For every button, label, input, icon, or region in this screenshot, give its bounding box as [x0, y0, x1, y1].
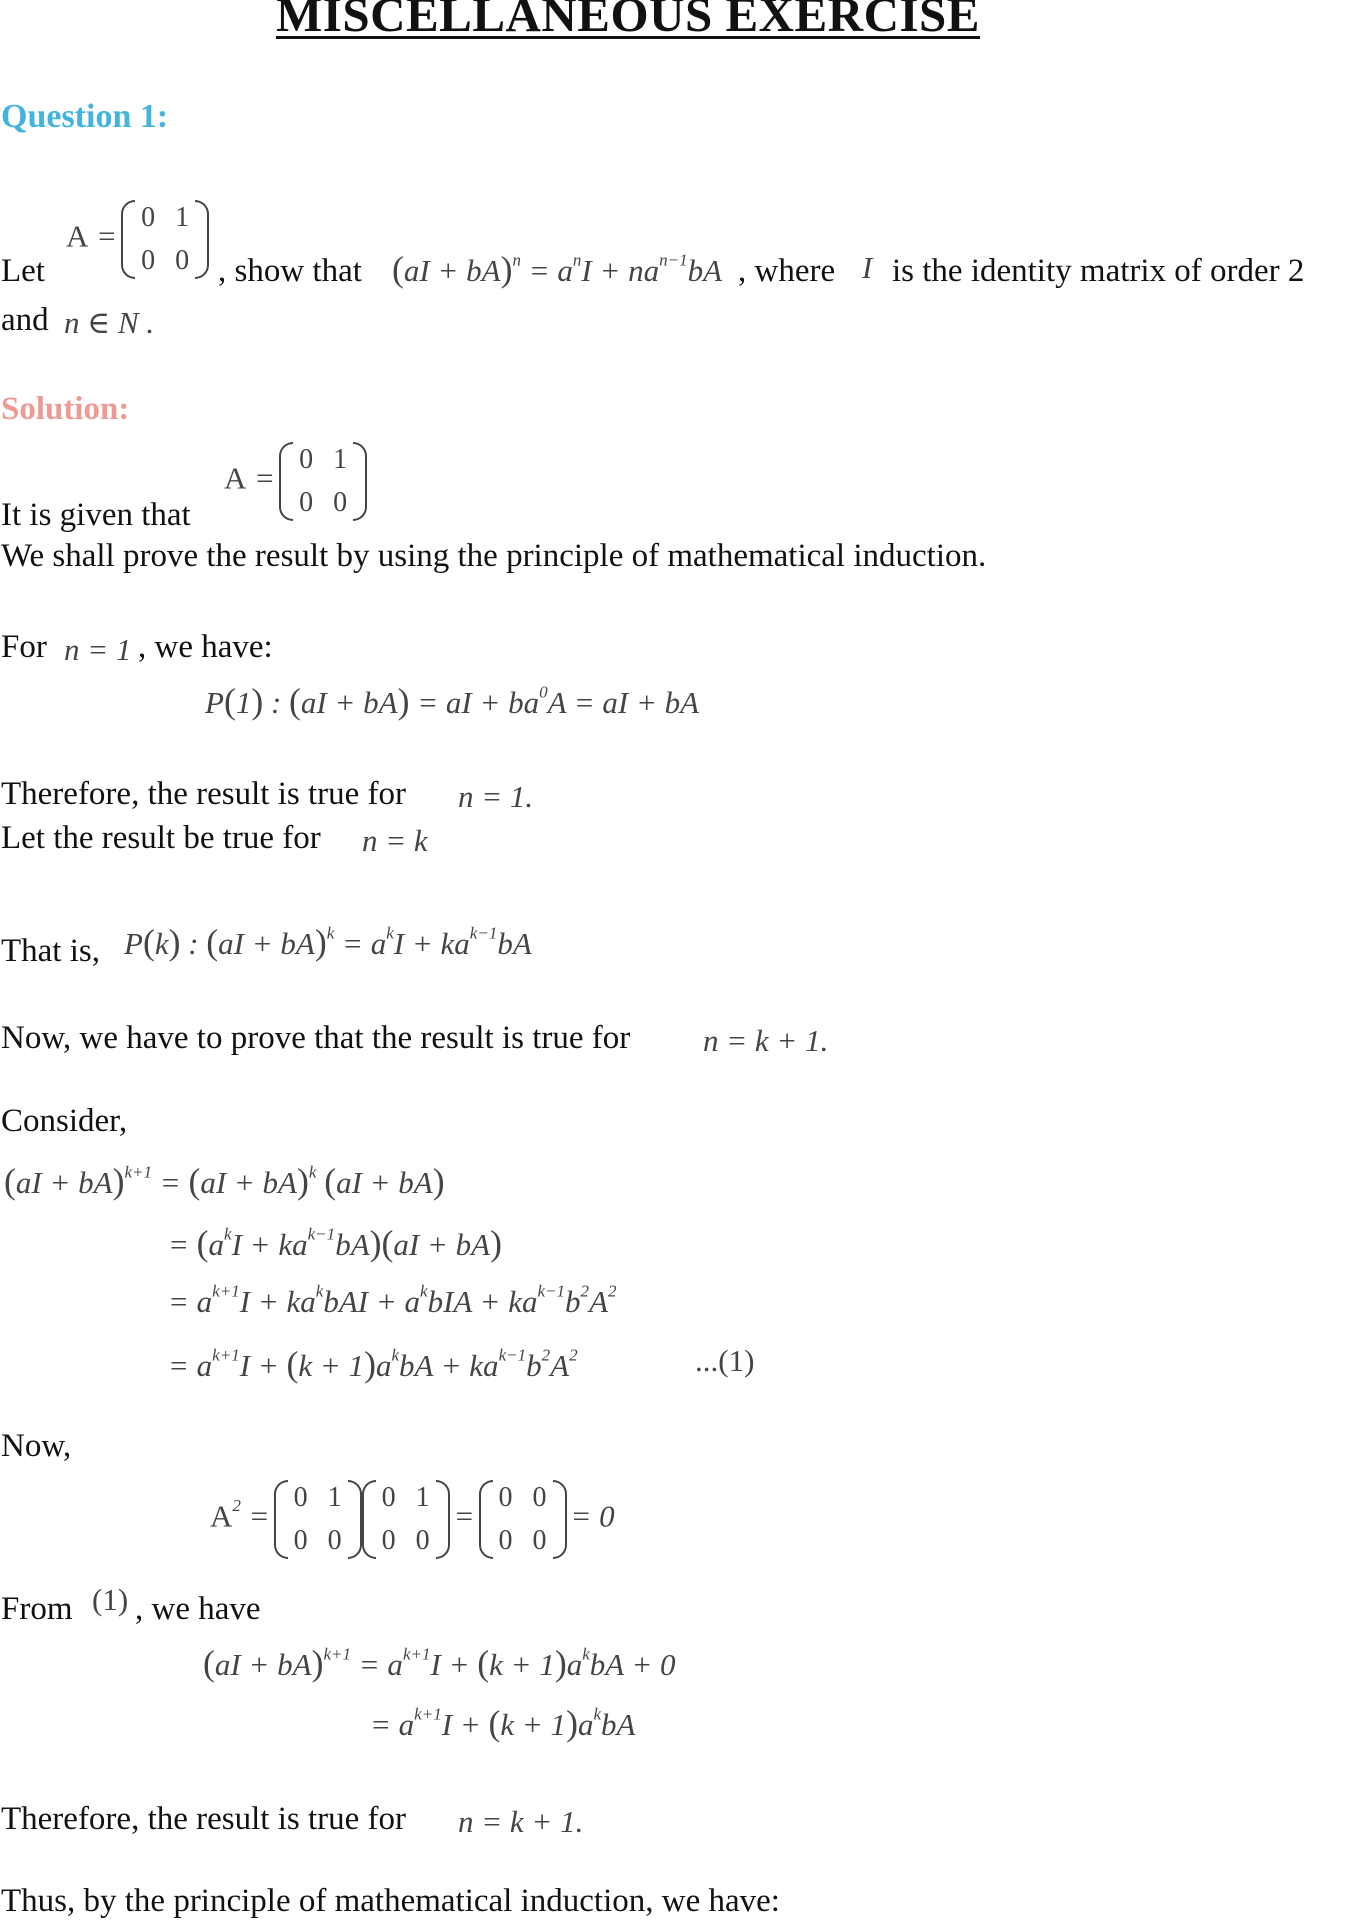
now-text: Now,: [1, 1428, 72, 1464]
now-prove-text: Now, we have to prove that the result is true for: [1, 1020, 631, 1056]
n-equals-k-plus-1-conclusion: n = k + 1.: [458, 1804, 584, 1839]
from-suffix: , we have: [135, 1591, 261, 1627]
question-show-that: , show that: [218, 253, 362, 289]
question-and-word: and: [1, 302, 49, 338]
consider-eq-line-4: = $a^{k+1}I + (k + 1)a^kbA + ka^{k-1}b^2A^2$: [168, 1344, 578, 1384]
matrix-a-first: 0 1 0 0: [274, 1476, 362, 1563]
given-text: It is given that: [1, 497, 191, 533]
given-matrix-a: A = 0 1 0 0: [224, 438, 371, 525]
question-formula: $(aI + bA)^n = a^nI + na^{n-1}bA$: [392, 249, 723, 289]
identity-symbol: I: [862, 250, 873, 285]
n-equals-k-plus-1: n = k + 1.: [703, 1023, 829, 1058]
matrix-a-definition: A = 0 1 0 0: [66, 196, 213, 283]
question-heading: Question 1:: [1, 98, 169, 135]
page-title: MISCELLANEOUS EXERCISE: [276, 0, 980, 42]
question-let-word: Let: [1, 253, 45, 289]
p1-equation: P(1) : (aI + bA) = aI + $ba^0A$ = aI + bA: [205, 681, 700, 721]
prove-statement: We shall prove the result by using the principle of mathematical induction.: [1, 538, 987, 574]
from-ref: (1): [92, 1582, 129, 1617]
n-equals-k: n = k: [362, 823, 428, 858]
consider-eq-line-1: (aI + bA)$^{k+1}$ = (aI + bA)$^k$ (aI + bA): [4, 1161, 445, 1201]
for-n1-suffix: , we have:: [138, 629, 273, 665]
matrix-a: 0 1 0 0: [121, 196, 209, 283]
thus-text: Thus, by the principle of mathematical induction, we have:: [1, 1883, 780, 1919]
question-identity-text: is the identity matrix of order 2: [892, 253, 1305, 289]
matrix-a-second: 0 1 0 0: [362, 1476, 450, 1563]
equation-label-1: ...(1): [695, 1343, 755, 1378]
zero-matrix: 0 0 0 0: [479, 1476, 567, 1563]
let-true-text: Let the result be true for: [1, 820, 321, 856]
final-eq-line-2: = $a^{k+1}I + (k + 1)a^kbA$: [370, 1703, 636, 1743]
consider-text: Consider,: [1, 1103, 128, 1139]
solution-heading: Solution:: [1, 391, 130, 427]
n-equals-1-conclusion: n = 1.: [458, 779, 534, 814]
that-is-text: That is,: [1, 933, 100, 969]
n-in-naturals: n ∈ N .: [64, 305, 155, 340]
matrix-a-given: 0 1 0 0: [279, 438, 367, 525]
final-eq-line-1: $(aI + bA)^{k+1} = a^{k+1}I + (k + 1)a^kbA + 0$: [203, 1643, 676, 1683]
a-squared-equation: $A^2$ = 0 1 0 0 0 1 0 0 = 0 0 0 0 = 0: [210, 1476, 615, 1563]
consider-eq-line-2: = $(a^kI + ka^{k-1}bA)(aI + bA)$: [168, 1223, 502, 1263]
n-equals-1: n = 1: [64, 632, 132, 667]
question-where: , where: [738, 253, 836, 289]
for-n1-prefix: For: [1, 629, 47, 665]
consider-eq-line-3: = $a^{k+1}I + ka^kbAI + a^kbIA + ka^{k-1}b^2A^2$: [168, 1281, 617, 1319]
pk-equation: P(k) : $(aI + bA)^k = a^kI + ka^{k-1}bA$: [124, 922, 532, 962]
true-k1-text: Therefore, the result is true for: [1, 1801, 406, 1837]
true-n1-text: Therefore, the result is true for: [1, 776, 406, 812]
from-prefix: From: [1, 1591, 73, 1627]
